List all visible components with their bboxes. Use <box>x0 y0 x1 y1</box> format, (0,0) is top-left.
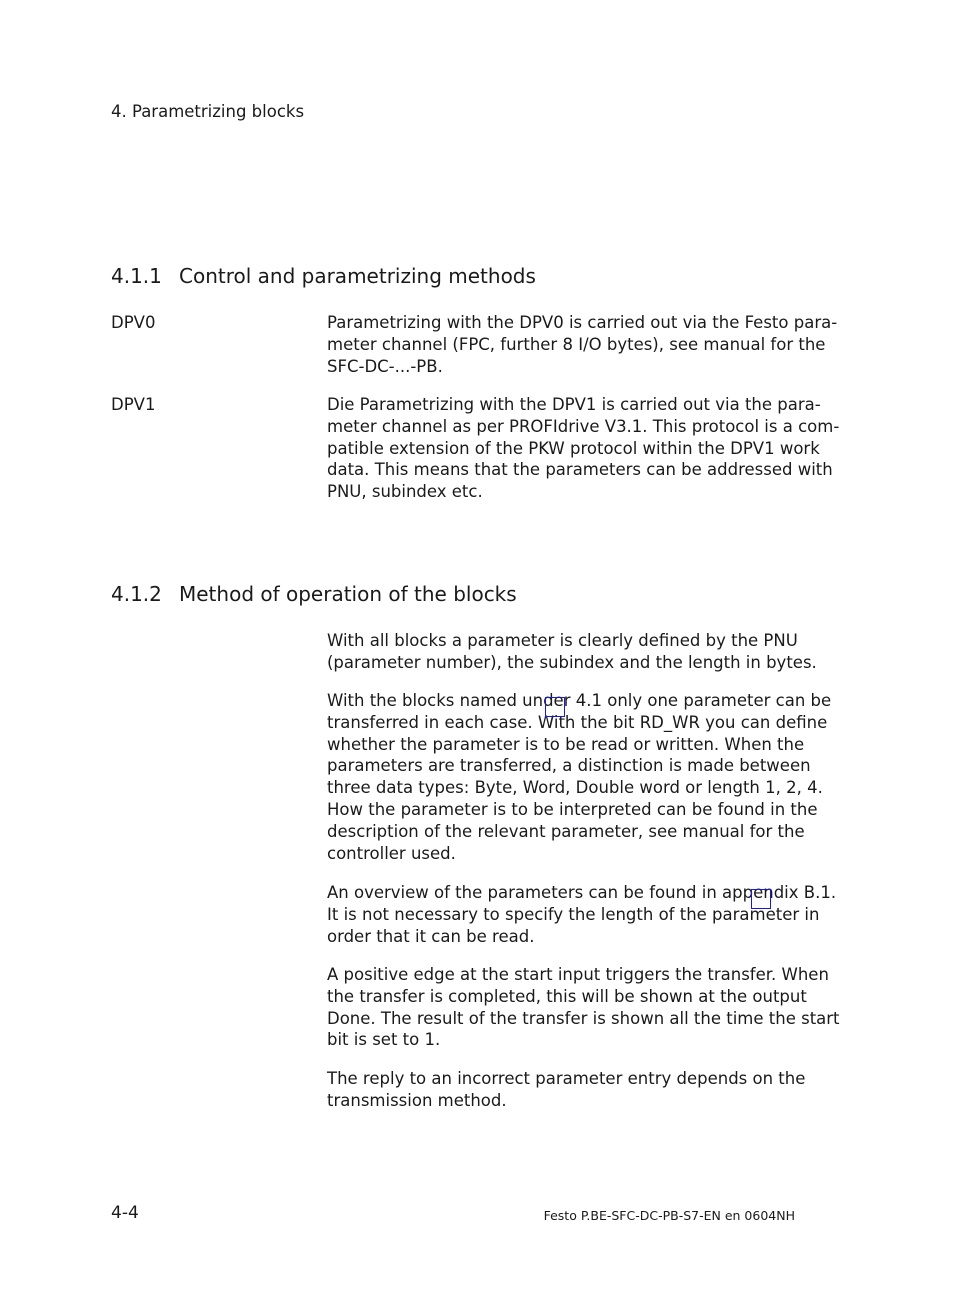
text-line: transmission method. <box>327 1090 507 1110</box>
section-heading-4-1-2 <box>111 582 517 606</box>
page-number: 4-4 <box>111 1203 139 1223</box>
text-line: Done. The result of the transfer is shown all the time the start <box>327 1008 840 1028</box>
text-line: Die Parametrizing with the DPV1 is carried out via the para- <box>327 395 821 414</box>
definition-dpv0 <box>327 312 838 377</box>
text-line: the transfer is completed, this will be shown at the output <box>327 986 807 1006</box>
text-line: SFC-DC-...-PB. <box>327 356 443 376</box>
definition-dpv1 <box>327 394 840 503</box>
text-line: PNU, subindex etc. <box>327 482 483 502</box>
section-number: 4.1.1 <box>111 264 162 288</box>
text-line: three data types: Byte, Word, Double word or length 1, 2, 4. <box>327 778 823 798</box>
text-line: With the blocks named under 4.1 only one parameter can be <box>327 691 832 710</box>
paragraph-1 <box>327 630 817 674</box>
text-line: (parameter number), the subindex and the length in bytes. <box>327 652 817 672</box>
text-line: With all blocks a parameter is clearly defined by the PNU <box>327 631 798 650</box>
text-line: It is not necessary to specify the length of the parameter in <box>327 904 820 924</box>
running-header: 4. Parametrizing blocks <box>111 102 305 121</box>
text-line: How the parameter is to be interpreted can be found in the <box>327 799 818 819</box>
text-line: patible extension of the PKW protocol within the DPV1 work <box>327 438 820 458</box>
text-line: bit is set to 1. <box>327 1030 441 1050</box>
text-line: description of the relevant parameter, see manual for the <box>327 821 805 841</box>
text-line: order that it can be read. <box>327 926 535 946</box>
text-line: A positive edge at the start input triggers the transfer. When <box>327 965 829 984</box>
paragraph-4 <box>327 964 840 1051</box>
text-line: transferred in each case. With the bit RD_WR you can define <box>327 712 828 732</box>
text-line: Parametrizing with the DPV0 is carried out via the Festo para- <box>327 313 838 332</box>
cross-reference-link-b-1[interactable] <box>751 889 771 909</box>
cross-reference-link-4-1[interactable] <box>545 697 565 717</box>
text-line: meter channel (FPC, further 8 I/O bytes), see manual for the <box>327 334 826 354</box>
text-line: The reply to an incorrect parameter entry depends on the <box>327 1069 806 1088</box>
document-id: Festo P.BE-SFC-DC-PB-S7-EN en 0604NH <box>543 1208 795 1223</box>
section-title: Control and parametrizing methods <box>179 264 536 288</box>
term-dpv0: DPV0 <box>111 313 156 332</box>
section-number: 4.1.2 <box>111 582 162 606</box>
text-line: meter channel as per PROFIdrive V3.1. This protocol is a com- <box>327 416 840 436</box>
section-title: Method of operation of the blocks <box>179 582 517 606</box>
section-heading-4-1-1 <box>111 264 536 288</box>
paragraph-5 <box>327 1068 806 1112</box>
text-line: parameters are transferred, a distinction is made between <box>327 756 811 776</box>
text-line: whether the parameter is to be read or written. When the <box>327 734 805 754</box>
paragraph-3 <box>327 882 837 947</box>
text-line: An overview of the parameters can be found in appendix B.1. <box>327 883 837 902</box>
text-line: controller used. <box>327 843 456 863</box>
text-line: data. This means that the parameters can be addressed with <box>327 460 833 480</box>
term-dpv1: DPV1 <box>111 395 156 414</box>
